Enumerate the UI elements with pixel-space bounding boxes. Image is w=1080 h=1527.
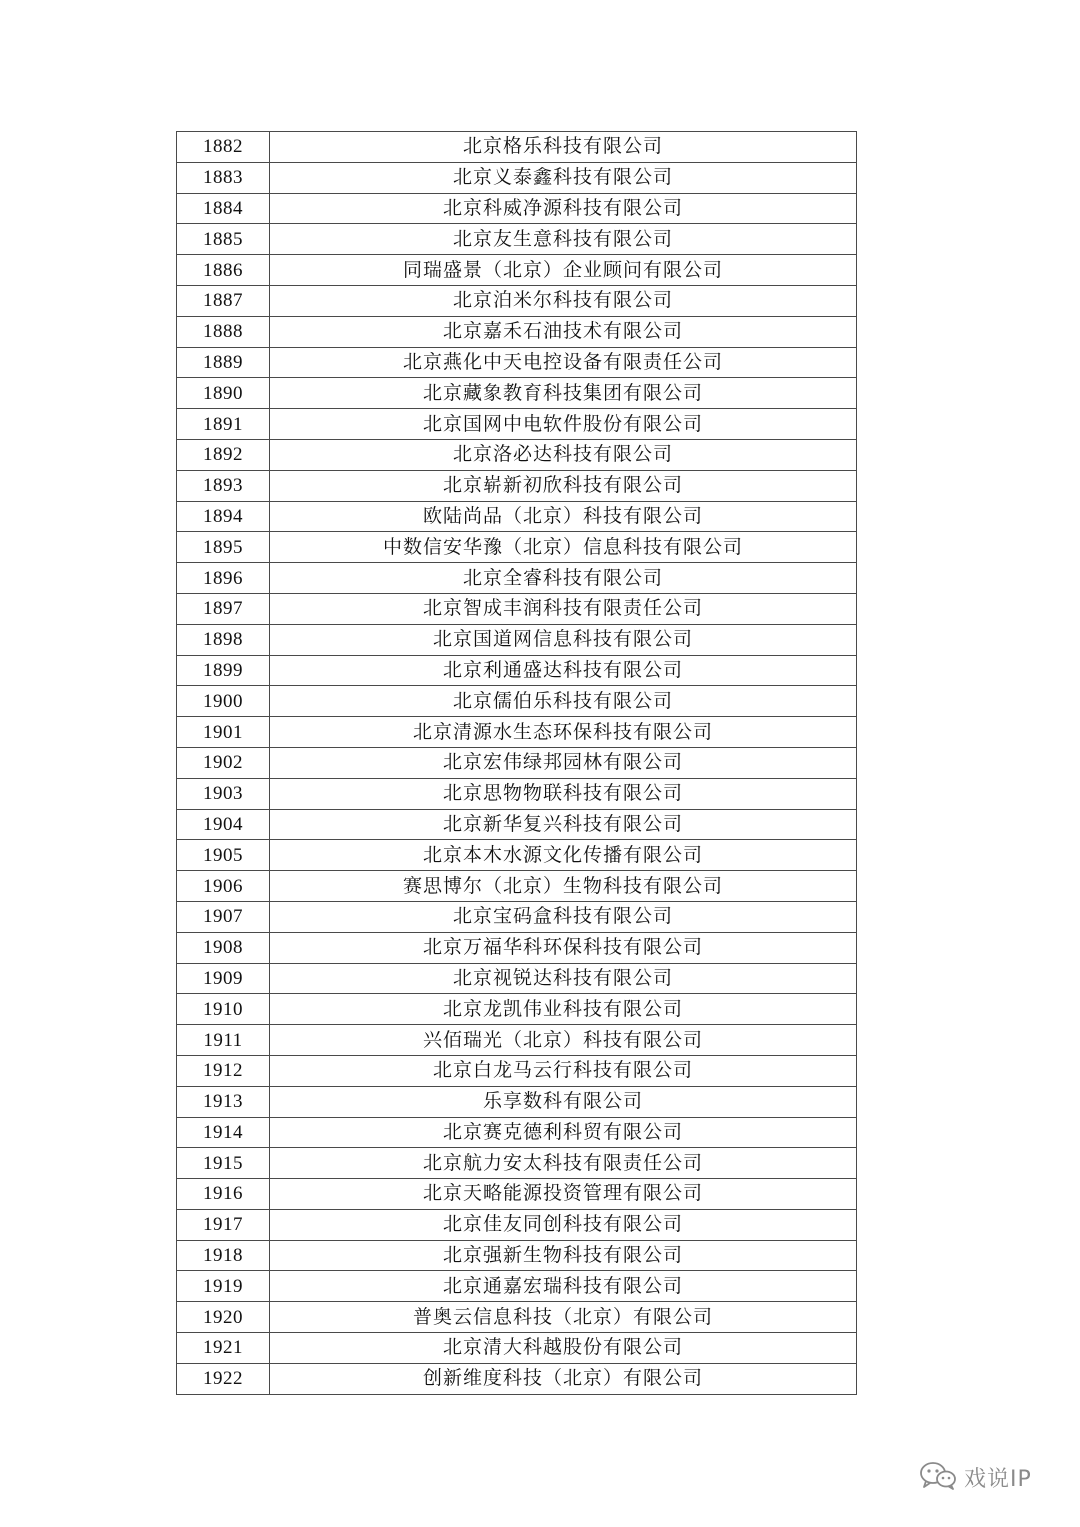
table-row [177, 1363, 857, 1394]
company-name-cell: 北京儒伯乐科技有限公司 [270, 686, 857, 717]
company-name-cell: 北京友生意科技有限公司 [270, 224, 857, 255]
row-number-cell: 1916 [177, 1179, 270, 1210]
company-name-cell: 乐享数科有限公司 [270, 1086, 857, 1117]
table-row [177, 840, 857, 871]
row-number-cell: 1914 [177, 1117, 270, 1148]
row-number-cell: 1915 [177, 1148, 270, 1179]
row-number-cell: 1917 [177, 1209, 270, 1240]
table-row [177, 747, 857, 778]
company-name-cell: 中数信安华豫（北京）信息科技有限公司 [270, 532, 857, 563]
company-name-cell: 北京赛克德利科贸有限公司 [270, 1117, 857, 1148]
company-name-cell: 北京智成丰润科技有限责任公司 [270, 593, 857, 624]
row-number-cell: 1912 [177, 1055, 270, 1086]
table-row [177, 1055, 857, 1086]
company-name-cell: 创新维度科技（北京）有限公司 [270, 1363, 857, 1394]
table-row [177, 871, 857, 902]
table-row [177, 593, 857, 624]
company-name-cell: 普奥云信息科技（北京）有限公司 [270, 1302, 857, 1333]
table-row [177, 1179, 857, 1210]
row-number-cell: 1902 [177, 747, 270, 778]
table-row [177, 624, 857, 655]
row-number-cell: 1893 [177, 470, 270, 501]
row-number-cell: 1895 [177, 532, 270, 563]
row-number-cell: 1913 [177, 1086, 270, 1117]
row-number-cell: 1890 [177, 378, 270, 409]
company-name-cell: 北京航力安太科技有限责任公司 [270, 1148, 857, 1179]
row-number-cell: 1904 [177, 809, 270, 840]
row-number-cell: 1910 [177, 994, 270, 1025]
row-number-cell: 1905 [177, 840, 270, 871]
company-name-cell: 北京义泰鑫科技有限公司 [270, 162, 857, 193]
row-number-cell: 1887 [177, 285, 270, 316]
row-number-cell: 1896 [177, 563, 270, 594]
company-name-cell: 北京崭新初欣科技有限公司 [270, 470, 857, 501]
row-number-cell: 1920 [177, 1302, 270, 1333]
company-name-cell: 北京国网中电软件股份有限公司 [270, 409, 857, 440]
company-name-cell: 北京国道网信息科技有限公司 [270, 624, 857, 655]
company-name-cell: 北京燕化中天电控设备有限责任公司 [270, 347, 857, 378]
table-row [177, 1086, 857, 1117]
row-number-cell: 1884 [177, 193, 270, 224]
row-number-cell: 1922 [177, 1363, 270, 1394]
table-row [177, 132, 857, 163]
company-name-cell: 北京强新生物科技有限公司 [270, 1240, 857, 1271]
row-number-cell: 1907 [177, 901, 270, 932]
table-row [177, 1209, 857, 1240]
company-name-cell: 北京科威净源科技有限公司 [270, 193, 857, 224]
table-row [177, 409, 857, 440]
table-row [177, 963, 857, 994]
row-number-cell: 1906 [177, 871, 270, 902]
row-number-cell: 1898 [177, 624, 270, 655]
company-name-cell: 北京全睿科技有限公司 [270, 563, 857, 594]
row-number-cell: 1885 [177, 224, 270, 255]
company-name-cell: 北京思物物联科技有限公司 [270, 778, 857, 809]
table-row [177, 717, 857, 748]
company-name-cell: 欧陆尚品（北京）科技有限公司 [270, 501, 857, 532]
company-name-cell: 同瑞盛景（北京）企业顾问有限公司 [270, 255, 857, 286]
row-number-cell: 1911 [177, 1025, 270, 1056]
table-row [177, 994, 857, 1025]
table-row [177, 255, 857, 286]
company-name-cell: 北京藏象教育科技集团有限公司 [270, 378, 857, 409]
company-name-cell: 北京洛必达科技有限公司 [270, 439, 857, 470]
watermark [918, 1462, 1032, 1492]
table-row [177, 563, 857, 594]
row-number-cell: 1894 [177, 501, 270, 532]
row-number-cell: 1903 [177, 778, 270, 809]
row-number-cell: 1919 [177, 1271, 270, 1302]
table-row [177, 501, 857, 532]
company-name-cell: 北京格乐科技有限公司 [270, 132, 857, 163]
company-name-cell: 赛思博尔（北京）生物科技有限公司 [270, 871, 857, 902]
table-body [177, 132, 857, 1395]
table-row [177, 901, 857, 932]
company-name-cell: 北京利通盛达科技有限公司 [270, 655, 857, 686]
row-number-cell: 1921 [177, 1333, 270, 1364]
company-name-cell: 北京泊米尔科技有限公司 [270, 285, 857, 316]
row-number-cell: 1909 [177, 963, 270, 994]
watermark-text: 戏说IP [964, 1466, 1032, 1492]
company-name-cell: 北京清大科越股份有限公司 [270, 1333, 857, 1364]
table-row [177, 1302, 857, 1333]
table-row [177, 224, 857, 255]
table-row [177, 809, 857, 840]
table-row [177, 378, 857, 409]
company-name-cell: 北京本木水源文化传播有限公司 [270, 840, 857, 871]
row-number-cell: 1908 [177, 932, 270, 963]
company-name-cell: 北京佳友同创科技有限公司 [270, 1209, 857, 1240]
company-name-cell: 北京白龙马云行科技有限公司 [270, 1055, 857, 1086]
table-row [177, 347, 857, 378]
company-name-cell: 北京清源水生态环保科技有限公司 [270, 717, 857, 748]
company-name-cell: 北京天略能源投资管理有限公司 [270, 1179, 857, 1210]
table-row [177, 655, 857, 686]
table-row [177, 439, 857, 470]
row-number-cell: 1897 [177, 593, 270, 624]
table-row [177, 932, 857, 963]
table-row [177, 1333, 857, 1364]
table-row [177, 1117, 857, 1148]
row-number-cell: 1901 [177, 717, 270, 748]
company-name-cell: 北京嘉禾石油技术有限公司 [270, 316, 857, 347]
row-number-cell: 1900 [177, 686, 270, 717]
company-name-cell: 北京新华复兴科技有限公司 [270, 809, 857, 840]
table-row [177, 686, 857, 717]
table-row [177, 285, 857, 316]
company-name-cell: 北京通嘉宏瑞科技有限公司 [270, 1271, 857, 1302]
table-row [177, 162, 857, 193]
table-row [177, 532, 857, 563]
row-number-cell: 1888 [177, 316, 270, 347]
company-name-cell: 北京宝码盒科技有限公司 [270, 901, 857, 932]
row-number-cell: 1889 [177, 347, 270, 378]
row-number-cell: 1892 [177, 439, 270, 470]
table-row [177, 778, 857, 809]
row-number-cell: 1891 [177, 409, 270, 440]
company-name-cell: 兴佰瑞光（北京）科技有限公司 [270, 1025, 857, 1056]
wechat-icon [918, 1460, 958, 1494]
table-row [177, 193, 857, 224]
table-row [177, 1025, 857, 1056]
row-number-cell: 1883 [177, 162, 270, 193]
company-name-cell: 北京万福华科环保科技有限公司 [270, 932, 857, 963]
row-number-cell: 1886 [177, 255, 270, 286]
company-name-cell: 北京龙凯伟业科技有限公司 [270, 994, 857, 1025]
row-number-cell: 1918 [177, 1240, 270, 1271]
table-row [177, 1148, 857, 1179]
company-list-table [176, 131, 857, 1395]
row-number-cell: 1882 [177, 132, 270, 163]
company-name-cell: 北京视锐达科技有限公司 [270, 963, 857, 994]
table-row [177, 316, 857, 347]
table-row [177, 1271, 857, 1302]
row-number-cell: 1899 [177, 655, 270, 686]
table-row [177, 1240, 857, 1271]
table-row [177, 470, 857, 501]
company-name-cell: 北京宏伟绿邦园林有限公司 [270, 747, 857, 778]
